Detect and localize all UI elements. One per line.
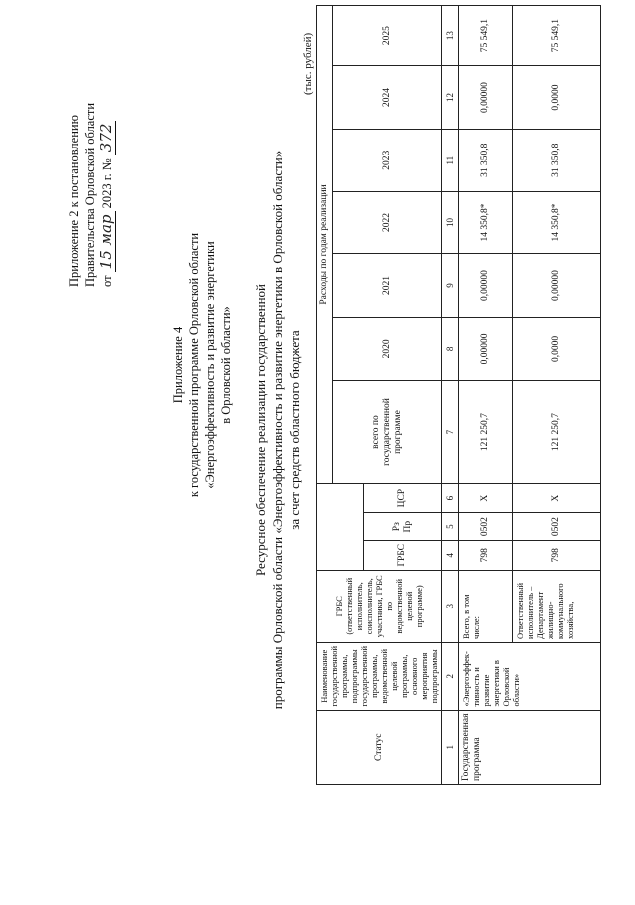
csr-cell: X (459, 484, 513, 513)
col-status-header: Статус (317, 710, 442, 784)
index-cell: 12 (442, 66, 459, 129)
index-cell: 4 (442, 541, 459, 571)
annex2-line1: Приложение 2 к постановлению (67, 115, 81, 287)
y2024-cell: 0,0000 (513, 66, 601, 129)
annex2-year: 2023 г. № (100, 158, 114, 209)
title-line2: программы Орловской области «Энергоэффективность и развитие энергетики в Орловской области» (270, 150, 285, 710)
annex2-line3 (98, 17, 115, 287)
index-cell: 1 (442, 710, 459, 784)
budget-table (316, 5, 601, 785)
grbs-desc-cell: Всего, в том числе: (459, 570, 513, 642)
col-expenses-header: Расходы по годам реализации (317, 6, 333, 484)
y2023-cell: 31 350,8 (513, 129, 601, 191)
program-name-cell: «Энергоэффек- тивность и развитие энергетики в Орловской области» (459, 642, 601, 710)
index-cell: 8 (442, 317, 459, 380)
index-cell: 3 (442, 570, 459, 642)
annex4-line2: к государственной программе Орловской области (187, 232, 201, 498)
index-cell: 7 (442, 381, 459, 484)
annex4-line1: Приложение 4 (171, 326, 185, 404)
index-cell: 9 (442, 254, 459, 317)
column-index-row (442, 6, 459, 785)
y2020-cell: 0,0000 (513, 317, 601, 380)
index-cell: 13 (442, 6, 459, 66)
annex-4-block (170, 85, 234, 645)
table-row (459, 6, 513, 785)
handwritten-date: 15 мар (97, 211, 116, 272)
status-cell: Государственная программа (459, 710, 601, 784)
col-csr-header: ЦСР (364, 484, 442, 513)
y2022-cell: 14 350,8* (459, 191, 513, 254)
rzpr-cell: 0502 (513, 513, 601, 541)
col-grbs-desc-header: ГРБС (ответственный исполнитель, соисполнитель, участники, ГРБС по ведомственной целевой программе) (317, 570, 442, 642)
col-2023-header: 2023 (333, 129, 442, 191)
y2025-cell: 75 549,1 (513, 6, 601, 66)
units-label: (тыс. рублей) (302, 32, 314, 95)
index-cell: 6 (442, 484, 459, 513)
index-cell: 5 (442, 513, 459, 541)
col-2020-header: 2020 (333, 317, 442, 380)
total-cell: 121 250,7 (513, 381, 601, 484)
y2020-cell: 0,00000 (459, 317, 513, 380)
col-2021-header: 2021 (333, 254, 442, 317)
col-2024-header: 2024 (333, 66, 442, 129)
annex-2-block (66, 17, 115, 287)
y2022-cell: 14 350,8* (513, 191, 601, 254)
handwritten-number: 372 (97, 121, 116, 156)
total-cell: 121 250,7 (459, 381, 513, 484)
y2021-cell: 0,00000 (459, 254, 513, 317)
y2021-cell: 0,00000 (513, 254, 601, 317)
grbs-cell: 798 (513, 541, 601, 571)
y2023-cell: 31 350,8 (459, 129, 513, 191)
rzpr-cell: 0502 (459, 513, 513, 541)
title-line3: за счет средств областного бюджета (287, 330, 302, 530)
annex2-line2: Правительства Орловской области (83, 102, 97, 287)
document-title (252, 50, 303, 810)
y2025-cell: 75 549,1 (459, 6, 513, 66)
col-2022-header: 2022 (333, 191, 442, 254)
header-blank (317, 484, 364, 571)
grbs-cell: 798 (459, 541, 513, 571)
col-total-header: всего по государственной программе (333, 381, 442, 484)
col-name-header: Наименование государственной программы, подпрограммы государственной программы, ведомственной целевой программы, основного мероприятия подпрограммы (317, 642, 442, 710)
grbs-desc-cell: Ответственный исполнитель – Департамент жилищно- коммунального хозяйства, (513, 570, 601, 642)
annex2-date-prefix: от (100, 275, 114, 287)
header-row-1 (317, 6, 333, 785)
csr-cell: X (513, 484, 601, 513)
col-2025-header: 2025 (333, 6, 442, 66)
index-cell: 10 (442, 191, 459, 254)
index-cell: 2 (442, 642, 459, 710)
title-line1: Ресурсное обеспечение реализации государственной (253, 283, 268, 577)
annex4-line3: «Энергоэффективность и развитие энергетики (203, 241, 217, 489)
col-grbs-header: ГРБС (364, 541, 442, 571)
col-rzpr-header: Рз Пр (364, 513, 442, 541)
index-cell: 11 (442, 129, 459, 191)
annex4-line4: в Орловской области» (219, 306, 233, 424)
y2024-cell: 0,00000 (459, 66, 513, 129)
